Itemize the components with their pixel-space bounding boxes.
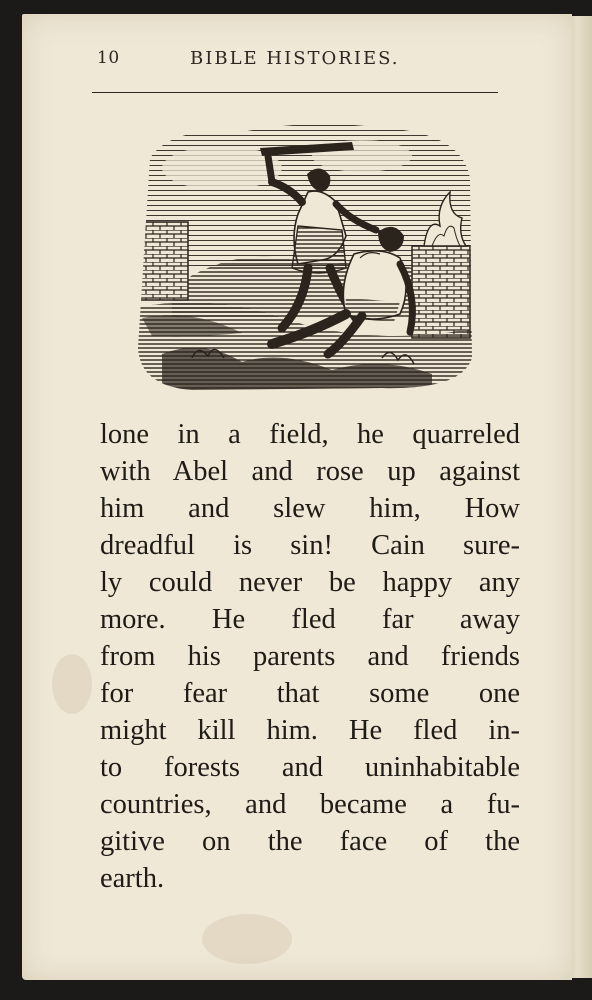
text-line: for fear that some one	[100, 678, 520, 709]
text-line: him and slew him, How	[100, 493, 520, 524]
body-text	[100, 416, 520, 897]
text-line: gitive on the face of the	[100, 826, 520, 857]
text-line: earth.	[100, 863, 165, 894]
text-line: lone in a field, he quarreled	[100, 419, 520, 450]
text-line: from his parents and friends	[100, 641, 520, 672]
text-line: countries, and became a fu-	[100, 789, 520, 820]
text-line: might kill him. He fled in-	[100, 715, 520, 746]
text-line: more. He fled far away	[100, 604, 520, 635]
paper-stain	[202, 914, 292, 964]
text-line: ly could never be happy any	[100, 567, 520, 598]
text-line: dreadful is sin! Cain sure-	[100, 530, 520, 561]
paper-stain	[52, 654, 92, 714]
running-head: BIBLE HISTORIES.	[190, 48, 400, 69]
woodcut-cain-slaying-abel-icon	[132, 118, 476, 402]
page-number: 10	[97, 48, 120, 68]
text-line: to forests and uninhabitable	[100, 752, 520, 783]
header-rule	[92, 92, 498, 93]
text-line: with Abel and rose up against	[100, 456, 520, 487]
